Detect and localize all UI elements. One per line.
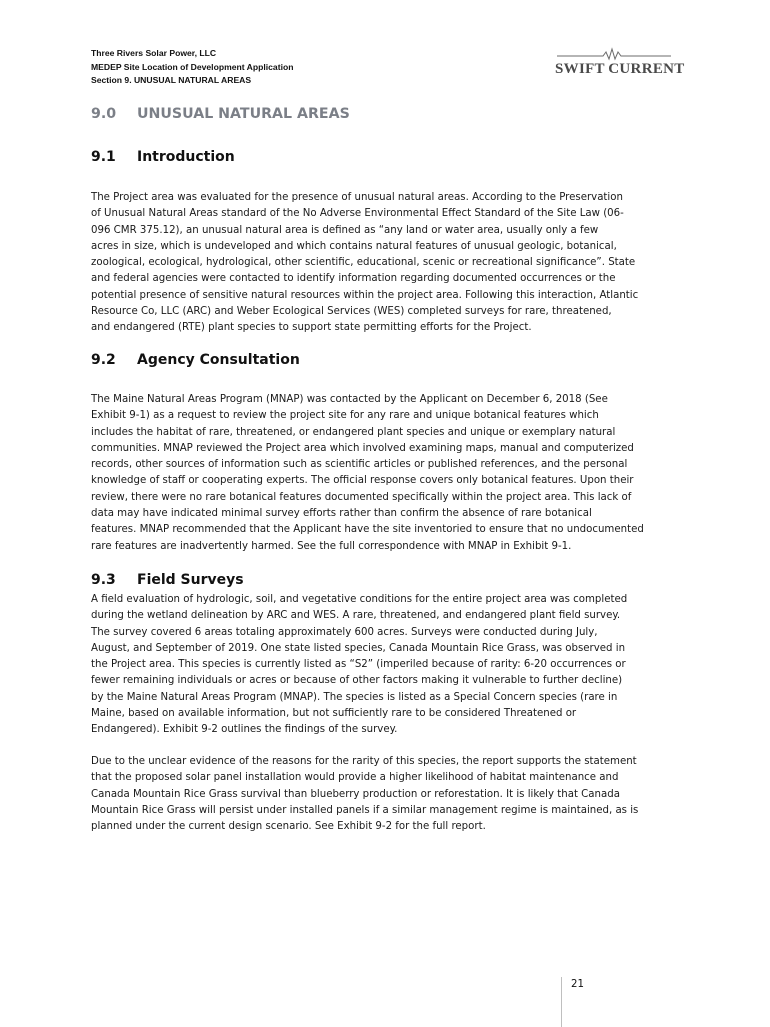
text-line: features. MNAP recommended that the Applicant have the site inventoried to ensure that no undocumented — [91, 524, 644, 536]
logo-word-current: CURRENT — [608, 61, 685, 77]
introduction-number: 9.1 — [91, 149, 116, 165]
section-title: UNUSUAL NATURAL AREAS — [137, 106, 350, 122]
text-line: communities. MNAP reviewed the Project area which involved examining maps, manual and computerized — [91, 442, 634, 454]
swift-current-logo — [555, 46, 685, 80]
text-line: that the proposed solar panel installation would provide a higher likelihood of habitat maintenance and — [91, 772, 619, 784]
text-line: of Unusual Natural Areas standard of the No Adverse Environmental Effect Standard of the Site Law (06- — [91, 208, 624, 220]
text-line: fewer remaining individuals or acres or because of other factors making it vulnerable to further decline) — [91, 675, 623, 687]
section-heading — [91, 106, 350, 122]
text-line: and endangered (RTE) plant species to support state permitting efforts for the Project. — [91, 322, 532, 334]
power-line-wave-icon — [555, 46, 673, 62]
section-number: 9.0 — [91, 106, 117, 122]
text-line: Mountain Rice Grass will persist under installed panels if a similar management regime is maintained, as is — [91, 804, 639, 816]
heading-field-surveys — [91, 572, 244, 588]
text-line: August, and September of 2019. One state listed species, Canada Mountain Rice Grass, was observed in — [91, 642, 626, 654]
introduction-title: Introduction — [137, 149, 235, 165]
text-line: by the Maine Natural Areas Program (MNAP). The species is listed as a Special Concern species (rare in — [91, 691, 618, 703]
heading-agency-consultation — [91, 352, 300, 368]
text-line: knowledge of staff or cooperating experts. The official response covers only botanical features. Upon their — [91, 475, 634, 487]
text-line: The survey covered 6 areas totaling approximately 600 acres. Surveys were conducted during July, — [91, 626, 598, 638]
text-line: The Maine Natural Areas Program (MNAP) was contacted by the Applicant on December 6, 2018 (See — [91, 394, 608, 405]
field-paragraph-2 — [91, 754, 691, 835]
page-number: 21 — [571, 979, 584, 990]
header-section: Section 9. UNUSUAL NATURAL AREAS — [91, 75, 252, 85]
text-line: and federal agencies were contacted to identify information regarding documented occurrences or the — [91, 273, 616, 285]
text-line: review, there were no rare botanical features documented specifically within the project area. This lack of — [91, 491, 632, 503]
text-line: acres in size, which is undeveloped and which contains natural features of unusual geologic, botanical, — [91, 240, 617, 252]
text-line: The Project area was evaluated for the presence of unusual natural areas. According to the Preservation — [91, 192, 623, 203]
text-line: data may have indicated minimal survey efforts rather than confirm the absence of rare botanical — [91, 508, 592, 520]
heading-introduction — [91, 149, 235, 165]
introduction-paragraph — [91, 190, 691, 337]
text-line: the Project area. This species is currently listed as “S2” (imperiled because of rarity: 6-20 occurrences or — [91, 659, 626, 671]
page-footer — [561, 977, 622, 1027]
text-line: Canada Mountain Rice Grass survival than blueberry production or reforestation. It is likely that Canada — [91, 788, 620, 800]
text-line: records, other sources of information such as scientific articles or published references, and the personal — [91, 459, 628, 471]
text-line: Exhibit 9-1) as a request to review the project site for any rare and unique botanical features which — [91, 410, 599, 422]
text-line: includes the habitat of rare, threatened, or endangered plant species and unique or exemplary natural — [91, 426, 616, 438]
text-line: 096 CMR 375.12), an unusual natural area is defined as “any land or water area, usually only a few — [91, 224, 599, 236]
field-paragraph-1 — [91, 592, 691, 739]
field-number: 9.3 — [91, 572, 116, 588]
text-line: planned under the current design scenario. See Exhibit 9-2 for the full report. — [91, 821, 486, 833]
logo-wordmark — [555, 61, 685, 78]
text-line: during the wetland delineation by ARC and WES. A rare, threatened, and endangered plant field survey. — [91, 610, 621, 622]
text-line: A field evaluation of hydrologic, soil, and vegetative conditions for the entire project area was completed — [91, 594, 628, 605]
text-line: Maine, based on available information, but not sufficiently rare to be considered Threatened or — [91, 708, 577, 720]
header-application: MEDEP Site Location of Development Application — [91, 61, 294, 72]
text-line: Due to the unclear evidence of the reasons for the rarity of this species, the report supports the statement — [91, 756, 637, 767]
field-title: Field Surveys — [137, 572, 244, 588]
text-line: Endangered). Exhibit 9-2 outlines the findings of the survey. — [91, 724, 398, 736]
agency-number: 9.2 — [91, 352, 116, 368]
header-company: Three Rivers Solar Power, LLC — [91, 48, 217, 58]
agency-paragraph — [91, 392, 691, 555]
logo-word-swift: SWIFT — [555, 61, 605, 77]
text-line: rare features are inadvertently harmed. See the full correspondence with MNAP in Exhibit 9-1. — [91, 540, 572, 552]
running-header — [91, 47, 293, 88]
agency-title: Agency Consultation — [137, 352, 300, 368]
text-line: zoological, ecological, hydrological, other scientific, educational, scenic or recreational significance”. State — [91, 257, 636, 269]
text-line: Resource Co, LLC (ARC) and Weber Ecological Services (WES) completed surveys for rare, threatened, — [91, 306, 612, 318]
text-line: potential presence of sensitive natural resources within the project area. Following this interaction, Atlantic — [91, 289, 639, 301]
